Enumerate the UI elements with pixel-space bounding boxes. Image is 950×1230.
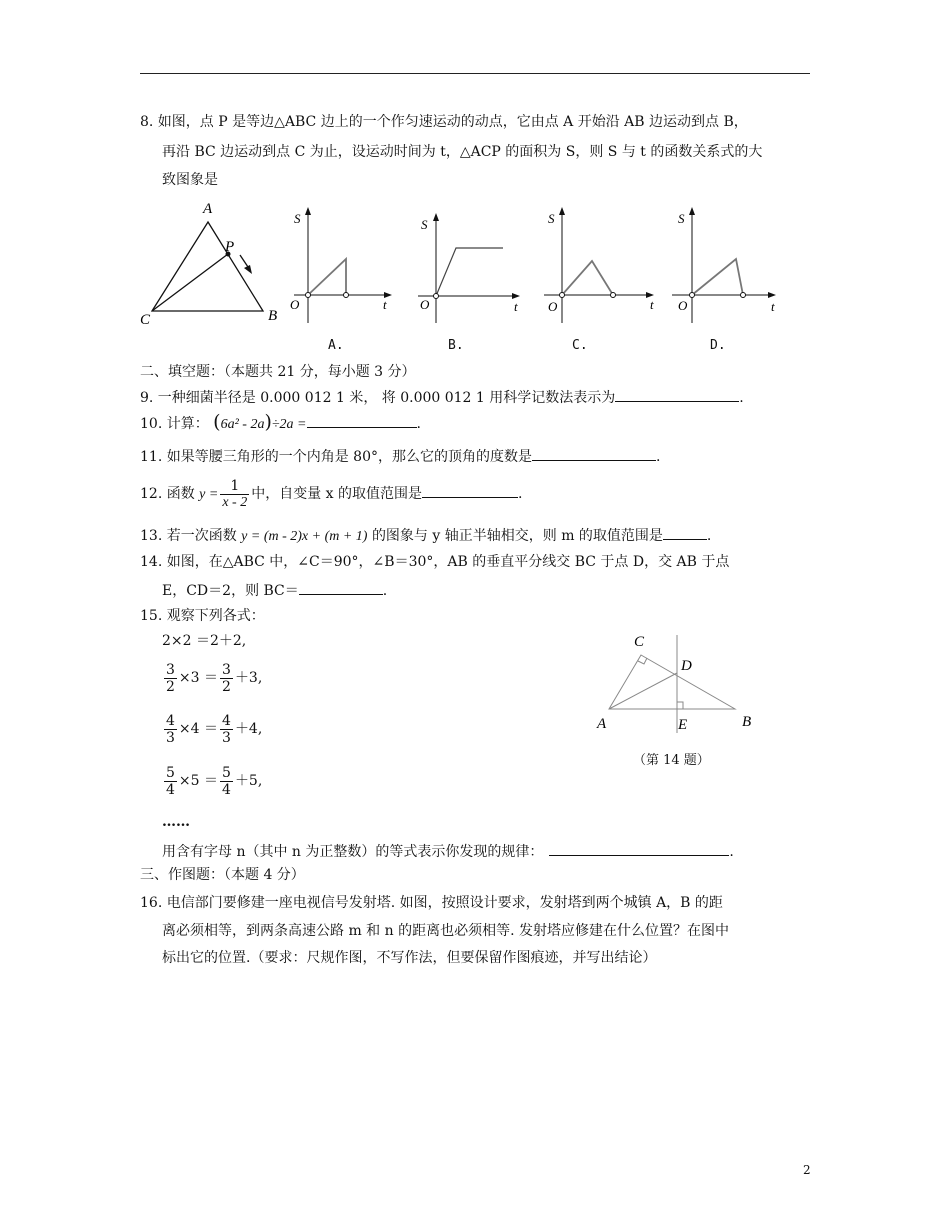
q16-line2: 离必须相等，到两条高速公路 m 和 n 的距离也必须相等. 发射塔应修建在什么位置？在图中: [162, 923, 729, 939]
graph-b-curve: [436, 248, 503, 296]
fig14-label-b: B: [742, 714, 752, 730]
graph-c-curve: [562, 261, 613, 295]
fig14-label-e: E: [678, 717, 688, 733]
q15-eq1: 2×2 ＝2＋2,: [162, 633, 247, 649]
svg-text:t: t: [383, 297, 387, 312]
option-a-label: A.: [328, 338, 344, 353]
graph-option-d: [670, 205, 785, 325]
option-b-label: B.: [448, 338, 464, 353]
label-b: B: [268, 308, 278, 324]
q15-answer-blank[interactable]: [549, 841, 729, 856]
q11-answer-blank[interactable]: [532, 446, 656, 461]
graph-option-c: [540, 205, 665, 325]
svg-text:t: t: [771, 299, 775, 314]
q15-title: 15. 观察下列各式：: [140, 608, 265, 624]
svg-text:S: S: [294, 211, 301, 226]
svg-text:O: O: [678, 298, 688, 313]
q8-line2: 再沿 BC 边运动到点 C 为止，设运动时间为 t，△ACP 的面积为 S，则 S 与 t 的函数关系式的大: [162, 144, 763, 160]
graph-option-a: [286, 205, 396, 325]
page-number: 2: [803, 1163, 811, 1177]
q14-caption: （第 14 题）: [633, 753, 710, 768]
q8-line3: 致图象是: [162, 172, 218, 188]
q9-text: 9. 一种细菌半径是 0.000 012 1 米， 将 0.000 012 1 用科学记数法表示为: [140, 390, 616, 406]
svg-text:t: t: [514, 299, 518, 314]
q10-answer-blank[interactable]: [307, 413, 417, 428]
segment-cp: [152, 254, 228, 311]
q8-line1: 8. 如图，点 P 是等边△ABC 边上的一个作匀速运动的动点，它由点 A 开始沿 AB 边运动到点 B，: [140, 114, 748, 130]
q13: 13. 若一次函数 y = (m - 2)x + (m + 1) 的图象与 y 轴正半轴相交，则 m 的取值范围是 .: [140, 525, 711, 546]
q10-expression: 6a² - 2a: [220, 417, 265, 432]
svg-text:S: S: [548, 211, 555, 226]
q9-answer-blank[interactable]: [615, 387, 739, 402]
q13-answer-blank[interactable]: [663, 525, 707, 540]
q9: 9. 一种细菌半径是 0.000 012 1 米， 将 0.000 012 1 用科学记数法表示为 .: [140, 387, 744, 407]
triangle-abc: [152, 222, 263, 311]
section-2-heading: 二、填空题：（本题共 21 分，每小题 3 分）: [140, 364, 416, 380]
q14-figure: [590, 630, 770, 740]
header-rule: [140, 73, 810, 74]
graph-d-curve: [692, 259, 743, 295]
svg-text:O: O: [290, 297, 300, 312]
q16-line1: 16. 电信部门要修建一座电视信号发射塔. 如图，按照设计要求，发射塔到两个城镇 A，B 的距: [140, 895, 723, 911]
motion-arrowhead: [244, 265, 252, 274]
label-c: C: [140, 312, 151, 328]
q14-line1: 14. 如图，在△ABC 中，∠C＝90°，∠B＝30°，AB 的垂直平分线交 BC 于点 D，交 AB 于点: [140, 554, 730, 570]
option-c-label: C.: [572, 338, 588, 353]
section-3-heading: 三、作图题：（本题 4 分）: [140, 867, 305, 883]
svg-text:t: t: [650, 297, 654, 312]
svg-text:O: O: [548, 299, 558, 314]
q13-expression: y = (m - 2)x + (m + 1): [241, 529, 368, 544]
q14-answer-blank[interactable]: [299, 580, 383, 595]
fig14-label-a: A: [597, 716, 607, 732]
q15-question: 用含有字母 n（其中 n 为正整数）的等式表示你发现的规律： .: [162, 841, 734, 861]
q15-eq4: $\frac{5}{4}$ ×5 ＝ $\frac{5}{4}$ ＋5,: [166, 764, 263, 798]
q15-eq2: $\frac{3}{2}$ ×3 ＝ $\frac{3}{2}$ ＋3,: [166, 661, 263, 695]
graph-a-curve: [308, 259, 346, 295]
svg-text:O: O: [420, 297, 430, 312]
graph-option-b: [408, 205, 523, 325]
q12-fraction: $\frac{1}{x - 2}$: [222, 477, 248, 510]
svg-text:S: S: [421, 217, 428, 232]
option-d-label: D.: [710, 338, 726, 353]
q8-triangle-figure: [130, 195, 290, 335]
q14-line2: E，CD＝2，则 BC＝ .: [162, 580, 387, 600]
svg-text:S: S: [678, 211, 685, 226]
fig14-label-c: C: [634, 634, 645, 650]
q15-eq3: $\frac{4}{3}$ ×4 ＝ $\frac{4}{3}$ ＋4,: [166, 712, 263, 746]
q11-text: 11. 如果等腰三角形的一个内角是 80°，那么它的顶角的度数是: [140, 449, 532, 465]
label-p: P: [225, 239, 235, 255]
q12-answer-blank[interactable]: [422, 483, 518, 498]
q11: 11. 如果等腰三角形的一个内角是 80°，那么它的顶角的度数是 .: [140, 446, 660, 466]
q12: 12. 函数 y = $\frac{1}{x - 2}$ 中，自变量 x 的取值范围是 .: [140, 477, 523, 510]
label-a: A: [203, 201, 213, 217]
q16-line3: 标出它的位置.（要求：尺规作图，不写作法，但要保留作图痕迹，并写出结论）: [162, 950, 657, 966]
q10: 10. 计算： (6a² - 2a)÷2a = .: [140, 411, 421, 433]
triangle-abc-right: [609, 655, 735, 709]
q15-dots: ……: [162, 814, 190, 830]
fig14-label-d: D: [681, 658, 692, 674]
